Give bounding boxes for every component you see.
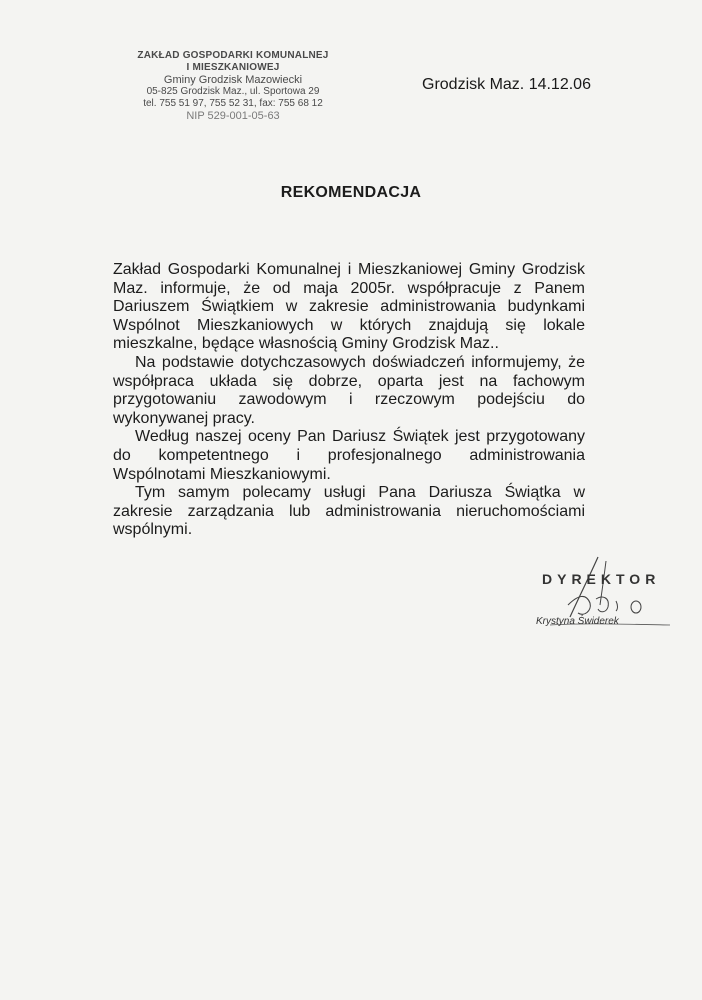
letterhead-line: I MIESZKANIOWEJ <box>186 62 280 73</box>
document-title: REKOMENDACJA <box>280 184 422 201</box>
signature-name: Krystyna Świderek <box>536 616 619 627</box>
paragraph: Według naszej oceny Pan Dariusz Świątek jest przygotowany do kompetentnego i profesjonalnego administrowania Wspólnotami Mieszkaniowymi. <box>113 428 585 483</box>
letterhead-stamp <box>128 50 338 122</box>
signature-block <box>520 555 685 635</box>
letterhead-line: tel. 755 51 97, 755 52 31, fax: 755 68 12 <box>143 98 323 109</box>
letter-body <box>113 261 585 540</box>
paragraph: Na podstawie dotychczasowych doświadczeń informujemy, że współpraca układa się dobrze, oparta jest na fachowym przygotowaniu zawodowym i rzeczowym podejściu do wykonywanej pracy. <box>113 353 585 427</box>
letterhead-line: Gminy Grodzisk Mazowiecki <box>163 74 303 86</box>
letterhead-nip: NIP 529-001-05-63 <box>186 110 280 122</box>
signature-title: DYREKTOR <box>542 571 661 587</box>
letter-date: Grodzisk Maz. 14.12.06 <box>422 76 591 93</box>
paragraph: Zakład Gospodarki Komunalnej i Mieszkaniowej Gminy Grodzisk Maz. informuje, że od maja 2005r. współpracuje z Panem Dariuszem Świątkiem w zakresie administrowania budynkami Wspólnot Mieszkaniowych w których znajdują się lokale mieszkalne, będące własnością Gminy Grodzisk Maz.. <box>113 261 585 353</box>
letterhead-line: ZAKŁAD GOSPODARKI KOMUNALNEJ <box>137 50 329 61</box>
paragraph: Tym samym polecamy usługi Pana Dariusza Świątka w zakresie zarządzania lub administrowania nieruchomościami wspólnymi. <box>113 484 585 539</box>
letterhead-line: 05-825 Grodzisk Maz., ul. Sportowa 29 <box>146 86 320 97</box>
